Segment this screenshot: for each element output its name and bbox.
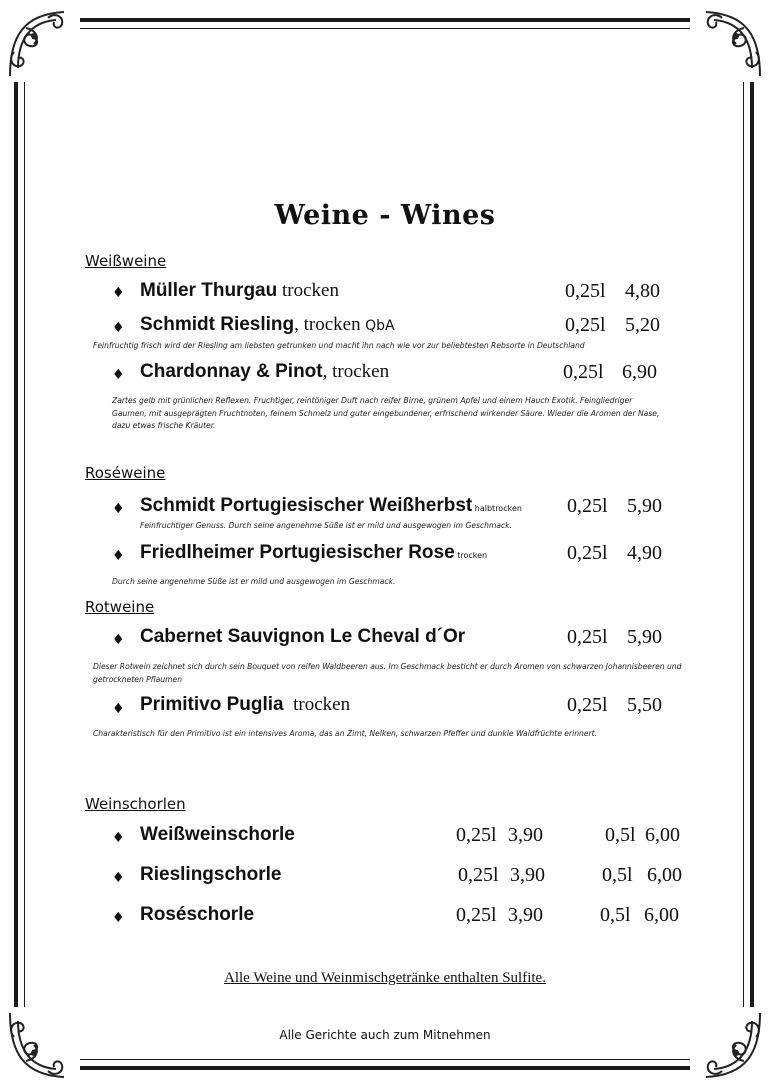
- spritzer-price-small: 3,90: [510, 864, 545, 886]
- bullet-icon: ♦: [112, 701, 125, 717]
- spritzer-price-small: 3,90: [508, 824, 543, 846]
- spritzer-name: Weißweinschorle: [140, 824, 295, 845]
- wine-size: 0,25l: [567, 626, 608, 648]
- ornament-corner-bottom-left: [4, 1007, 80, 1083]
- spritzer-size-large: 0,5l: [600, 904, 631, 926]
- wine-name: Primitivo Puglia: [140, 694, 284, 715]
- wine-style: trocken: [454, 551, 488, 560]
- wine-size: 0,25l: [567, 542, 608, 564]
- spritzer-price-large: 6,00: [645, 824, 680, 846]
- wine-description: Charakteristisch für den Primitivo ist ein intensives Aroma, das an Zimt, Nelken, schwarzen Pfeffer und dunkle Waldfrüchte erinnert.: [93, 729, 598, 738]
- wine-price: 5,50: [627, 694, 662, 716]
- wine-title: [140, 280, 339, 302]
- spritzer-size-large: 0,5l: [605, 824, 636, 846]
- wine-price: 6,90: [622, 361, 657, 383]
- wine-title: [140, 361, 389, 383]
- wine-name: Schmidt Portugiesischer Weißherbst: [140, 495, 473, 516]
- spritzer-name: Rieslingschorle: [140, 864, 282, 885]
- wine-price: 5,90: [627, 626, 662, 648]
- bullet-icon: ♦: [112, 501, 125, 517]
- ornament-corner-top-right: [690, 6, 766, 82]
- wine-name: Cabernet Sauvignon Le Cheval d´Or: [140, 626, 466, 647]
- spritzer-name: Roséschorle: [140, 904, 255, 925]
- wine-size: 0,25l: [567, 694, 608, 716]
- wine-title: [140, 495, 522, 517]
- wine-style: trocken: [283, 694, 351, 715]
- spritzer-size-small: 0,25l: [456, 904, 497, 926]
- wine-price: 4,90: [627, 542, 662, 564]
- ornament-corner-top-left: [4, 6, 80, 82]
- wine-title: [140, 542, 487, 564]
- bullet-icon: ♦: [112, 830, 125, 846]
- bullet-icon: ♦: [112, 548, 125, 564]
- wine-price: 5,20: [625, 314, 660, 336]
- section-heading-rose: Roséweine: [85, 464, 166, 482]
- wine-style: , trocken: [294, 314, 361, 335]
- wine-size: 0,25l: [563, 361, 604, 383]
- wine-size: 0,25l: [565, 314, 606, 336]
- wine-style: trocken: [277, 280, 339, 301]
- wine-size: 0,25l: [567, 495, 608, 517]
- wine-description: Feinfruchtig frisch wird der Riesling am liebsten getrunken und macht ihn nach wie vor zur beliebtesten Rebsorte in Deutschland: [93, 341, 585, 350]
- ornament-corner-bottom-right: [690, 1007, 766, 1083]
- bullet-icon: ♦: [112, 320, 125, 336]
- wine-name: Friedlheimer Portugiesischer Rose: [140, 542, 455, 563]
- wine-name: Chardonnay & Pinot: [140, 361, 323, 382]
- wine-title: [140, 694, 350, 716]
- wine-style: , trocken: [322, 361, 390, 382]
- section-heading-white: Weißweine: [85, 252, 167, 270]
- spritzer-size-large: 0,5l: [602, 864, 633, 886]
- sulfite-note: Alle Weine und Weinmischgetränke enthalten Sulfite.: [224, 970, 546, 986]
- wine-description: Zartes gelb mit grünlichen Reflexen. Fruchtiger, reintöniger Duft nach reifer Birne, grünem Apfel und einem Hauch Exotik. Feingliedriger Gaumen, mit ausgeprägten Fruchtnoten, feinem Schmelz und guter eingebundener, erfrischend wirkender Säure. Wieder die Aromen der Nase, dazu etwas frische Kräuter.: [112, 396, 660, 430]
- wine-price: 4,80: [625, 280, 660, 302]
- wine-title: [140, 626, 465, 648]
- bullet-icon: ♦: [112, 910, 125, 926]
- bullet-icon: ♦: [112, 285, 125, 301]
- wine-quality: QbA: [360, 318, 395, 334]
- wine-name: Schmidt Riesling: [140, 314, 295, 335]
- section-heading-red: Rotweine: [85, 598, 155, 616]
- bullet-icon: ♦: [112, 367, 125, 383]
- bullet-icon: ♦: [112, 870, 125, 886]
- spritzer-price-large: 6,00: [647, 864, 682, 886]
- page-title: Weine - Wines: [274, 200, 496, 231]
- wine-price: 5,90: [627, 495, 662, 517]
- wine-description: Feinfruchtiger Genuss. Durch seine angenehme Süße ist er mild und ausgewogen im Geschmack.: [140, 521, 512, 530]
- spritzer-size-small: 0,25l: [456, 824, 497, 846]
- wine-size: 0,25l: [565, 280, 606, 302]
- wine-title: [140, 314, 395, 336]
- spritzer-price-large: 6,00: [644, 904, 679, 926]
- section-heading-spritzer: Weinschorlen: [85, 795, 186, 813]
- spritzer-size-small: 0,25l: [458, 864, 499, 886]
- wine-name: Müller Thurgau: [140, 280, 278, 301]
- wine-description: Dieser Rotwein zeichnet sich durch sein Bouquet von reifen Waldbeeren aus. Im Geschmack besticht er durch Aromen von schwarzen Johannisbeeren und getrockneten Pflaumen: [93, 662, 682, 684]
- bullet-icon: ♦: [112, 632, 125, 648]
- spritzer-price-small: 3,90: [508, 904, 543, 926]
- wine-style: halbtrocken: [472, 504, 522, 513]
- takeaway-note: Alle Gerichte auch zum Mitnehmen: [279, 1028, 491, 1042]
- wine-description: Durch seine angenehme Süße ist er mild und ausgewogen im Geschmack.: [112, 577, 396, 586]
